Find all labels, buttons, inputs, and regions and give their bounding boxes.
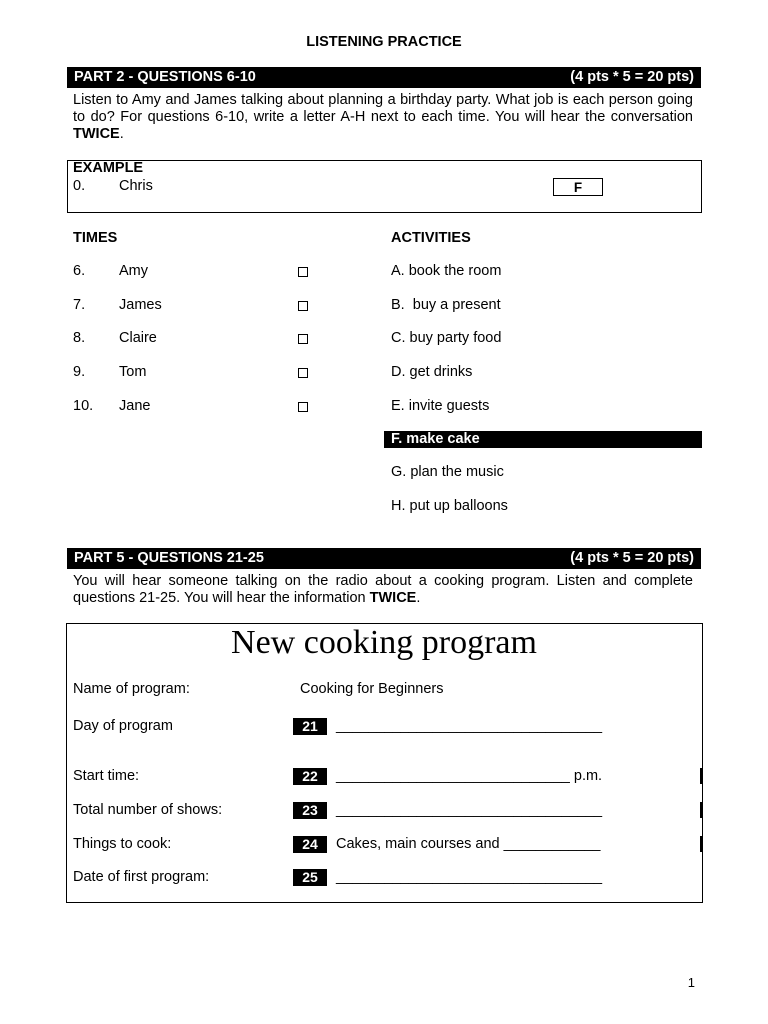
activity-option-highlighted: F. make cake xyxy=(384,431,702,448)
answer-blank[interactable]: _________________________________ xyxy=(336,718,603,734)
answer-blank[interactable]: _________________________________ xyxy=(336,869,603,885)
part2-instructions xyxy=(73,92,693,143)
question-number: 8. xyxy=(73,330,86,346)
day-label: Day of program xyxy=(73,718,173,734)
things-to-cook-label: Things to cook: xyxy=(73,836,172,852)
activity-option: G. plan the music xyxy=(391,464,504,480)
cooking-program-title: New cooking program xyxy=(231,624,537,661)
part5-instructions-end: . xyxy=(416,590,421,606)
answer-checkbox[interactable] xyxy=(298,301,308,311)
example-name: Chris xyxy=(119,178,153,194)
answer-checkbox[interactable] xyxy=(298,334,308,344)
question-number: 10. xyxy=(73,398,94,414)
part5-points: (4 pts * 5 = 20 pts) xyxy=(570,550,694,566)
page-number: 1 xyxy=(687,975,695,990)
answer-checkbox[interactable] xyxy=(298,402,308,412)
page-title: LISTENING PRACTICE xyxy=(306,34,462,50)
part2-header-bar xyxy=(67,67,701,88)
part5-header-bar xyxy=(67,548,701,569)
part2-title: PART 2 - QUESTIONS 6-10 xyxy=(74,69,256,85)
part2-instructions-emphasis: TWICE xyxy=(73,126,120,142)
program-name-label: Name of program: xyxy=(73,681,190,697)
question-number: 9. xyxy=(73,364,86,380)
activity-option: B. buy a present xyxy=(391,297,501,313)
activity-option: A. book the room xyxy=(391,263,502,279)
part2-instructions-end: . xyxy=(119,126,124,142)
times-heading: TIMES xyxy=(73,230,118,246)
example-box xyxy=(67,160,702,213)
part2-points: (4 pts * 5 = 20 pts) xyxy=(570,69,694,85)
part5-instructions-text: You will hear someone talking on the radio about a cooking program. Listen and complete questions 21-25. You will hear the information xyxy=(73,573,693,606)
question-number: 7. xyxy=(73,297,86,313)
person-name: Tom xyxy=(119,364,147,380)
question-number-badge: 24 xyxy=(293,836,327,853)
program-name-value: Cooking for Beginners xyxy=(300,681,444,697)
margin-mark xyxy=(700,802,702,818)
margin-mark xyxy=(700,768,702,784)
answer-blank[interactable]: Cakes, main courses and ____________ xyxy=(336,836,601,852)
activity-option: C. buy party food xyxy=(391,330,502,346)
activities-heading: ACTIVITIES xyxy=(391,230,471,246)
answer-checkbox[interactable] xyxy=(298,267,308,277)
person-name: Claire xyxy=(119,330,157,346)
person-name: James xyxy=(119,297,162,313)
question-number-badge: 25 xyxy=(293,869,327,886)
margin-mark xyxy=(700,836,702,852)
part5-title: PART 5 - QUESTIONS 21-25 xyxy=(74,550,264,566)
question-number: 6. xyxy=(73,263,86,279)
example-number: 0. xyxy=(73,178,86,194)
answer-blank[interactable]: _________________________________ xyxy=(336,802,603,818)
activity-option: H. put up balloons xyxy=(391,498,508,514)
person-name: Jane xyxy=(119,398,151,414)
cooking-program-box xyxy=(66,623,703,903)
answer-blank[interactable]: _____________________________ p.m. xyxy=(336,768,603,784)
question-number-badge: 23 xyxy=(293,802,327,819)
part5-instructions-emphasis: TWICE xyxy=(369,590,417,606)
example-answer-box: F xyxy=(553,178,603,196)
total-shows-label: Total number of shows: xyxy=(73,802,223,818)
question-number-badge: 21 xyxy=(293,718,327,735)
first-program-date-label: Date of first program: xyxy=(73,869,210,885)
example-label: EXAMPLE xyxy=(73,160,144,176)
person-name: Amy xyxy=(119,263,148,279)
question-number-badge: 22 xyxy=(293,768,327,785)
part5-instructions xyxy=(73,573,693,607)
start-time-label: Start time: xyxy=(73,768,140,784)
activity-option: E. invite guests xyxy=(391,398,490,414)
answer-checkbox[interactable] xyxy=(298,368,308,378)
activity-option: D. get drinks xyxy=(391,364,473,380)
part2-instructions-text: Listen to Amy and James talking about planning a birthday party. What job is each person going to do? For questions 6-10, write a letter A-H next to each time. You will hear the conversation xyxy=(73,92,693,125)
